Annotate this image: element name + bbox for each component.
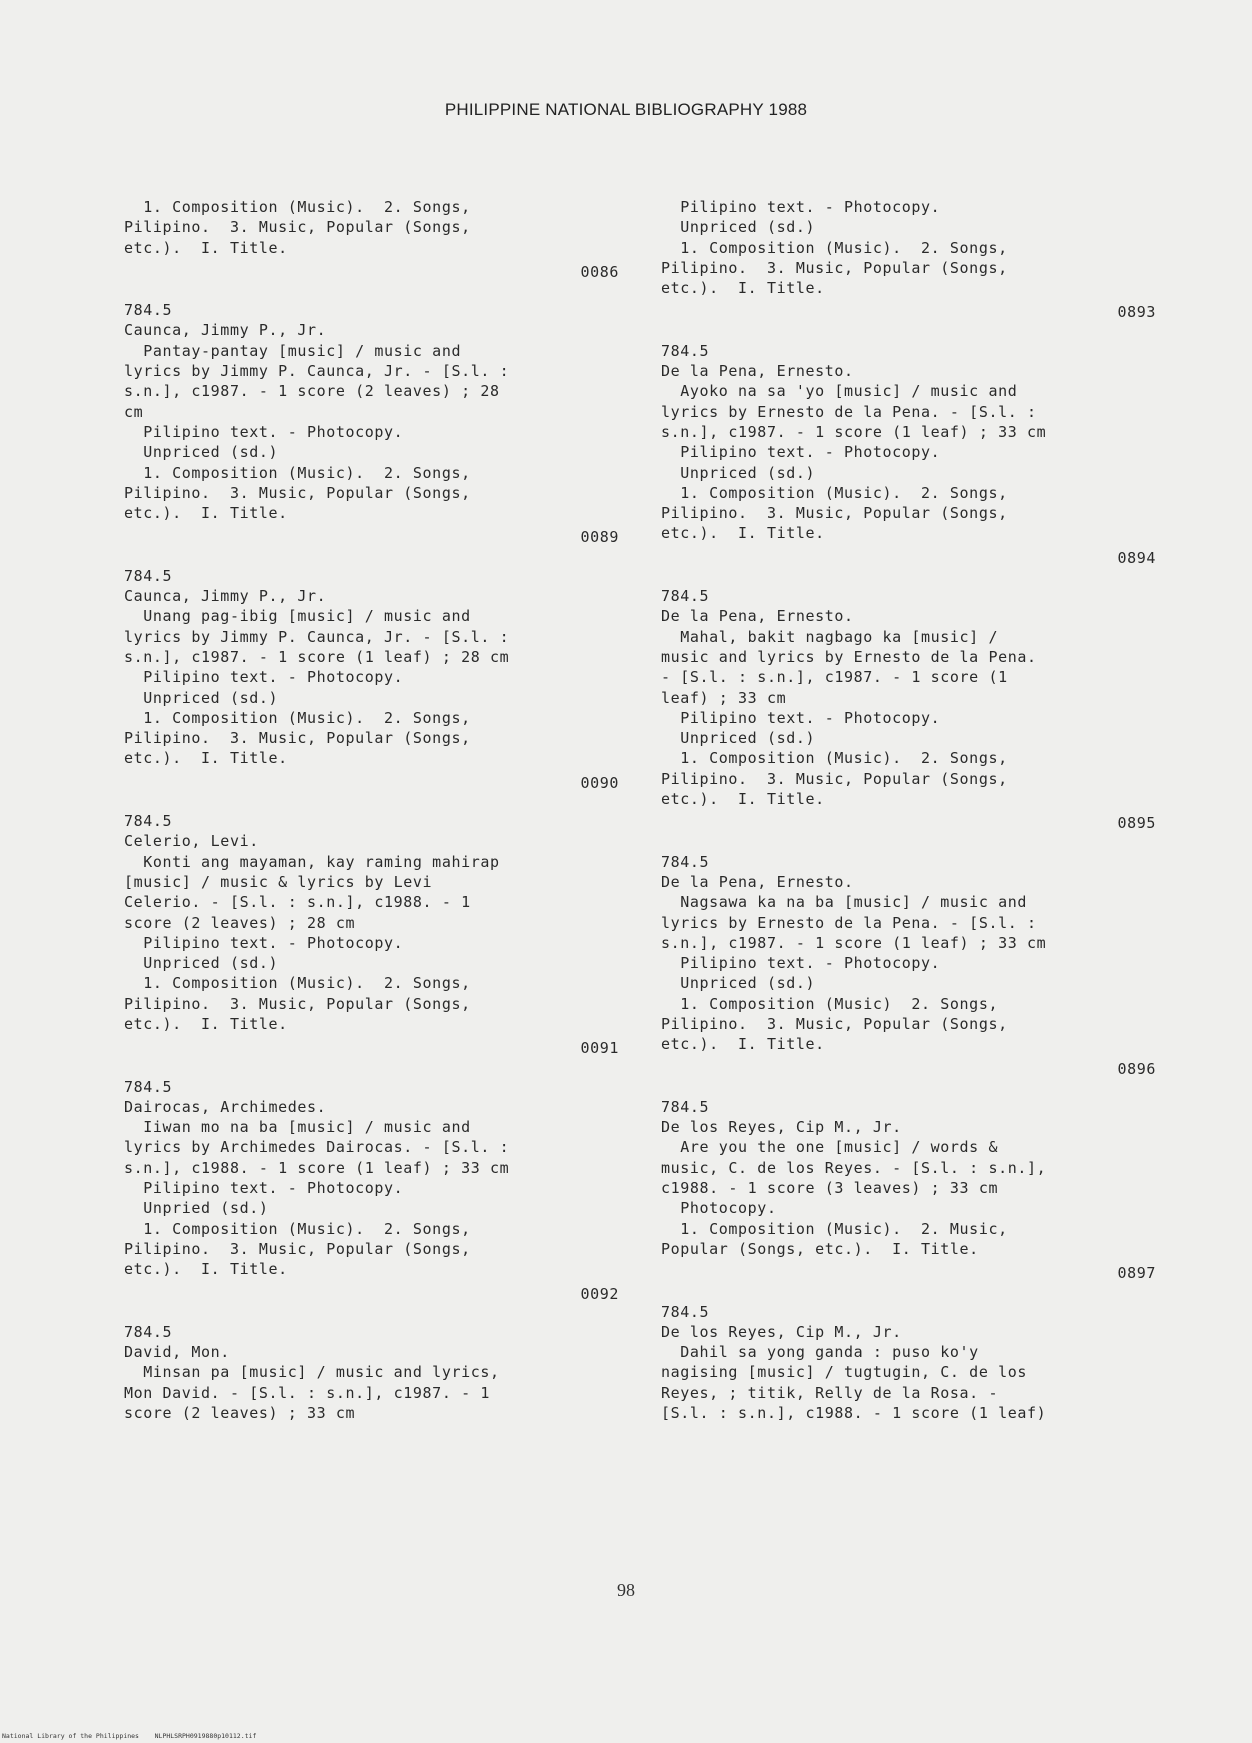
right-column xyxy=(661,197,1156,1423)
entry-line: Pilipino text. - Photocopy. xyxy=(661,198,941,216)
entry-line: Reyes, ; titik, Relly de la Rosa. - xyxy=(661,1383,999,1402)
entry-line: music, C. de los Reyes. - [S.l. : s.n.], xyxy=(661,1158,1047,1177)
entry-line: Unpried (sd.) xyxy=(124,1199,269,1218)
entry-line: Pilipino text. - Photocopy. xyxy=(124,1179,404,1198)
entry-line: lyrics by Jimmy P. Caunca, Jr. - [S.l. : xyxy=(124,627,510,646)
entry-line: etc.). I. Title. xyxy=(661,790,825,809)
page-header: PHILIPPINE NATIONAL BIBLIOGRAPHY 1988 xyxy=(444,100,808,119)
entry-line: lyrics by Ernesto de la Pena. - [S.l. : xyxy=(661,913,1037,932)
entry-line: score (2 leaves) ; 28 cm xyxy=(124,913,356,932)
entry-line: 784.5 xyxy=(124,301,173,320)
entry-line: De la Pena, Ernesto. xyxy=(661,607,854,626)
entry-line: Celerio. - [S.l. : s.n.], c1988. - 1 xyxy=(124,893,471,912)
entry-line: Pantay-pantay [music] / music and xyxy=(124,341,462,360)
entry-number: 0895 xyxy=(1117,814,1156,833)
entry-line: etc.). I. Title. xyxy=(661,279,825,298)
entry-line: 784.5 xyxy=(124,1077,173,1096)
entry-line: etc.). I. Title. xyxy=(661,524,825,543)
entry-line: Unang pag-ibig [music] / music and xyxy=(124,607,471,626)
entry-line: c1988. - 1 score (3 leaves) ; 33 cm xyxy=(661,1179,999,1198)
entry-line: s.n.], c1988. - 1 score (1 leaf) ; 33 cm xyxy=(124,1158,510,1177)
entry-line: cm xyxy=(124,402,144,421)
entry-line: 1. Composition (Music). 2. Songs, xyxy=(661,749,1008,768)
entry-line: Pilipino text. - Photocopy. xyxy=(124,933,404,952)
entry-line: s.n.], c1987. - 1 score (2 leaves) ; 28 xyxy=(124,382,500,401)
entry-number: 0092 xyxy=(580,1284,619,1303)
entry-line: 1. Composition (Music). 2. Songs, xyxy=(124,974,471,993)
entry-line: 784.5 xyxy=(124,812,173,831)
entry-number: 0896 xyxy=(1117,1059,1156,1078)
entry-line: Pilipino. 3. Music, Popular (Songs, xyxy=(124,729,471,748)
entry-line: De los Reyes, Cip M., Jr. xyxy=(661,1118,902,1137)
entry-line: Pilipino text. - Photocopy. xyxy=(124,422,404,441)
entry-line: De la Pena, Ernesto. xyxy=(661,872,854,891)
entry-line: etc.). I. Title. xyxy=(124,504,288,523)
page-number: 98 xyxy=(617,1580,635,1600)
entry-line: lyrics by Archimedes Dairocas. - [S.l. : xyxy=(124,1138,510,1157)
entry-line: Konti ang mayaman, kay raming mahirap xyxy=(124,852,500,871)
entry-line: 1. Composition (Music). 2. Songs, xyxy=(661,238,1008,257)
entry-line: s.n.], c1987. - 1 score (1 leaf) ; 33 cm xyxy=(661,422,1047,441)
entry-line: David, Mon. xyxy=(124,1343,230,1362)
entry-line: etc.). I. Title. xyxy=(661,1035,825,1054)
entry-line: etc.). I. Title. xyxy=(124,1260,288,1279)
entry-line: Pilipino. 3. Music, Popular (Songs, xyxy=(124,483,471,502)
bibliography-entry xyxy=(661,1097,1156,1284)
entry-line: Are you the one [music] / words & xyxy=(661,1138,999,1157)
entry-line: Pilipino. 3. Music, Popular (Songs, xyxy=(661,1014,1008,1033)
entry-line: Mahal, bakit nagbago ka [music] / xyxy=(661,627,999,646)
bibliography-entry xyxy=(661,852,1156,1079)
scan-footer: National Library of the Philippines NLPHLSRPH0919880p10112.tif xyxy=(2,1732,257,1740)
entry-line: Pilipino. 3. Music, Popular (Songs, xyxy=(661,258,1008,277)
entry-line: De la Pena, Ernesto. xyxy=(661,362,854,381)
entry-line: nagising [music] / tugtugin, C. de los xyxy=(661,1363,1027,1382)
entry-line: 1. Composition (Music). 2. Songs, xyxy=(124,708,471,727)
left-column xyxy=(124,197,619,1423)
entry-line: Nagsawa ka na ba [music] / music and xyxy=(661,893,1027,912)
entry-line: Ayoko na sa 'yo [music] / music and xyxy=(661,382,1018,401)
bibliography-entry xyxy=(124,566,619,793)
bibliography-entry xyxy=(124,1322,619,1423)
entry-number: 0091 xyxy=(580,1039,619,1058)
entry-line: [S.l. : s.n.], c1988. - 1 score (1 leaf) xyxy=(661,1404,1047,1423)
entry-line: Pilipino text. - Photocopy. xyxy=(661,954,941,973)
entry-line: score (2 leaves) ; 33 cm xyxy=(124,1404,356,1423)
entry-line: 1. Composition (Music). 2. Songs, xyxy=(661,483,1008,502)
bibliography-entry xyxy=(661,1302,1156,1424)
entry-line: Unpriced (sd.) xyxy=(661,463,816,482)
entry-line: Unpriced (sd.) xyxy=(124,954,279,973)
entry-line: Iiwan mo na ba [music] / music and xyxy=(124,1118,471,1137)
entry-line: Caunca, Jimmy P., Jr. xyxy=(124,321,327,340)
entry-number: 0893 xyxy=(1117,303,1156,322)
entry-line: 784.5 xyxy=(661,852,710,871)
entry-line: etc.). I. Title. xyxy=(124,749,288,768)
entry-line: Dairocas, Archimedes. xyxy=(124,1097,327,1116)
entry-line: etc.). I. Title. xyxy=(124,238,288,257)
entry-line: De los Reyes, Cip M., Jr. xyxy=(661,1322,902,1341)
entry-line: 1. Composition (Music). 2. Music, xyxy=(661,1219,1008,1238)
bibliography-entry xyxy=(661,586,1156,834)
entry-line: 1. Composition (Music). 2. Songs, xyxy=(124,1219,471,1238)
entry-line: 784.5 xyxy=(661,341,710,360)
entry-line: 784.5 xyxy=(661,1302,710,1321)
bibliography-entry xyxy=(124,300,619,548)
entry-line: Dahil sa yong ganda : puso ko'y xyxy=(661,1343,979,1362)
entry-line: leaf) ; 33 cm xyxy=(661,688,787,707)
entry-number: 0089 xyxy=(580,528,619,547)
entry-line: 784.5 xyxy=(124,566,173,585)
bibliography-entry xyxy=(124,197,619,282)
entry-line: s.n.], c1987. - 1 score (1 leaf) ; 28 cm xyxy=(124,647,510,666)
entry-line: 1. Composition (Music). 2. Songs, xyxy=(124,198,471,216)
entry-line: Pilipino. 3. Music, Popular (Songs, xyxy=(124,1239,471,1258)
entry-number: 0090 xyxy=(580,773,619,792)
entry-line: Popular (Songs, etc.). I. Title. xyxy=(661,1239,979,1258)
bibliography-entry xyxy=(661,197,1156,323)
entry-number: 0894 xyxy=(1117,548,1156,567)
bibliography-entry xyxy=(124,1077,619,1304)
entry-line: 784.5 xyxy=(661,1097,710,1116)
entry-line: [music] / music & lyrics by Levi xyxy=(124,872,433,891)
entry-line: s.n.], c1987. - 1 score (1 leaf) ; 33 cm xyxy=(661,933,1047,952)
entry-line: 784.5 xyxy=(124,1322,173,1341)
entry-line: Pilipino. 3. Music, Popular (Songs, xyxy=(124,218,471,237)
bibliography-entry xyxy=(124,811,619,1059)
entry-line: - [S.l. : s.n.], c1987. - 1 score (1 xyxy=(661,668,1008,687)
entry-line: 1. Composition (Music) 2. Songs, xyxy=(661,994,999,1013)
entry-line: Unpriced (sd.) xyxy=(661,218,816,237)
entry-line: Pilipino text. - Photocopy. xyxy=(661,443,941,462)
entry-line: lyrics by Ernesto de la Pena. - [S.l. : xyxy=(661,402,1037,421)
entry-number: 0897 xyxy=(1117,1264,1156,1283)
entry-line: Mon David. - [S.l. : s.n.], c1987. - 1 xyxy=(124,1383,490,1402)
entry-line: Pilipino text. - Photocopy. xyxy=(661,708,941,727)
entry-line: 784.5 xyxy=(661,587,710,606)
entry-line: Unpriced (sd.) xyxy=(124,443,279,462)
entry-line: lyrics by Jimmy P. Caunca, Jr. - [S.l. : xyxy=(124,362,510,381)
entry-line: Pilipino text. - Photocopy. xyxy=(124,668,404,687)
entry-line: Celerio, Levi. xyxy=(124,832,259,851)
entry-line: Pilipino. 3. Music, Popular (Songs, xyxy=(661,504,1008,523)
entry-line: Unpriced (sd.) xyxy=(661,974,816,993)
entry-line: music and lyrics by Ernesto de la Pena. xyxy=(661,647,1037,666)
entry-line: Minsan pa [music] / music and lyrics, xyxy=(124,1363,500,1382)
entry-line: 1. Composition (Music). 2. Songs, xyxy=(124,463,471,482)
entry-line: Unpriced (sd.) xyxy=(661,729,816,748)
entry-line: etc.). I. Title. xyxy=(124,1014,288,1033)
entry-line: Pilipino. 3. Music, Popular (Songs, xyxy=(661,769,1008,788)
entry-line: Photocopy. xyxy=(661,1199,777,1218)
entry-number: 0086 xyxy=(580,262,619,281)
entry-line: Pilipino. 3. Music, Popular (Songs, xyxy=(124,994,471,1013)
entry-line: Caunca, Jimmy P., Jr. xyxy=(124,587,327,606)
bibliography-entry xyxy=(661,341,1156,568)
entry-line: Unpriced (sd.) xyxy=(124,688,279,707)
